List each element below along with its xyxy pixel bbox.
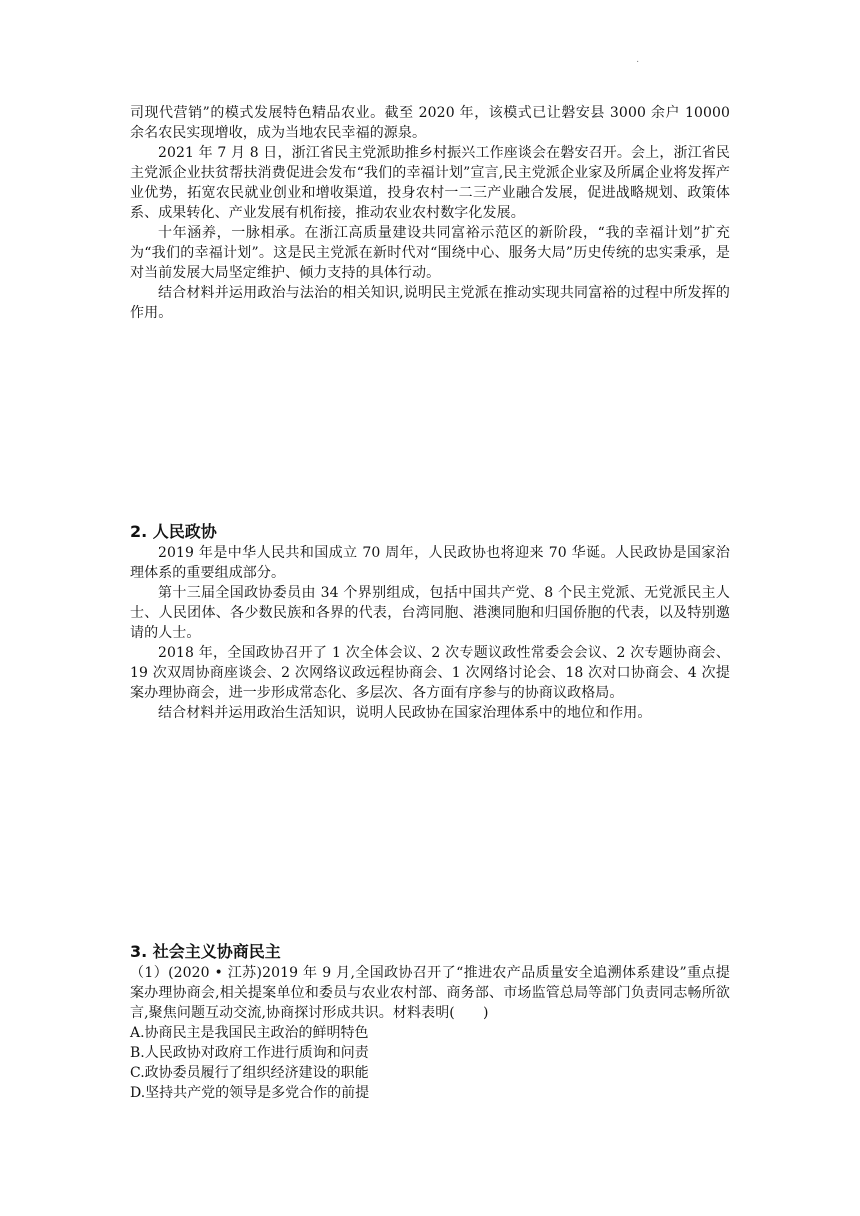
option-b[interactable]: B.人民政协对政府工作进行质询和问责 [130, 1045, 369, 1061]
question-prompt: 结合材料并运用政治与法治的相关知识,说明民主党派在推动实现共同富裕的过程中所发挥的作用。 [130, 285, 730, 321]
question-prompt: 结合材料并运用政治生活知识，说明人民政协在国家治理体系中的地位和作用。 [158, 705, 652, 721]
section-3 [130, 941, 730, 1103]
paragraph: 2021 年 7 月 8 日，浙江省民主党派助推乡村振兴工作座谈会在磐安召开。会上，浙江省民主党派企业扶贫帮扶消费促进会发布“我们的幸福计划”宣言,民主党派企业家及所属企业将发挥产业优势，拓宽农民就业创业和增收渠道，投身农村一二三产业融合发展，促进战略规划、政策体系、成果转化、产业发展有机衔接，推动农业农村数字化发展。 [130, 145, 730, 221]
option-a[interactable]: A.协商民主是我国民主政治的鲜明特色 [130, 1025, 369, 1041]
section-title: 2. 人民政协 [130, 522, 217, 541]
question-stem: （1）(2020 • 江苏)2019 年 9 月,全国政协召开了“推进农产品质量安全追溯体系建设”重点提案办理协商会,相关提案单位和委员与农业农村部、商务部、市场监管总局等部门负责同志畅所欲言,聚焦问题互动交流,协商探讨形成共识。材料表明( ) [130, 965, 730, 1021]
paragraph: 十年涵养，一脉相承。在浙江高质量建设共同富裕示范区的新阶段，“我的幸福计划”扩充为“我们的幸福计划”。这是民主党派在新时代对“围绕中心、服务大局”历史传统的忠实秉承，是对当前发展大局坚定维护、倾力支持的具体行动。 [130, 225, 730, 281]
header-mark: · [636, 56, 640, 67]
paragraph: 2019 年是中华人民共和国成立 70 周年，人民政协也将迎来 70 华诞。人民政协是国家治理体系的重要组成部分。 [130, 545, 730, 581]
section-1-body [130, 103, 730, 323]
paragraph: 第十三届全国政协委员由 34 个界别组成，包括中国共产党、8 个民主党派、无党派民主人士、人民团体、各少数民族和各界的代表，台湾同胞、港澳同胞和归国侨胞的代表，以及特别邀请的人士。 [130, 585, 730, 641]
paragraph: 司现代营销”的模式发展特色精品农业。截至 2020 年，该模式已让磐安县 3000 余户 10000 余名农民实现增收，成为当地农民幸福的源泉。 [130, 105, 730, 141]
paragraph: 2018 年，全国政协召开了 1 次全体会议、2 次专题议政性常委会会议、2 次专题协商会、19 次双周协商座谈会、2 次网络议政远程协商会、1 次网络讨论会、18 次对口协商会、4 次提案办理协商会，进一步形成常态化、多层次、各方面有序参与的协商议政格局。 [130, 645, 730, 701]
section-title: 3. 社会主义协商民主 [130, 942, 281, 961]
option-c[interactable]: C.政协委员履行了组织经济建设的职能 [130, 1065, 369, 1081]
section-2 [130, 521, 730, 723]
option-d[interactable]: D.坚持共产党的领导是多党合作的前提 [130, 1085, 370, 1101]
